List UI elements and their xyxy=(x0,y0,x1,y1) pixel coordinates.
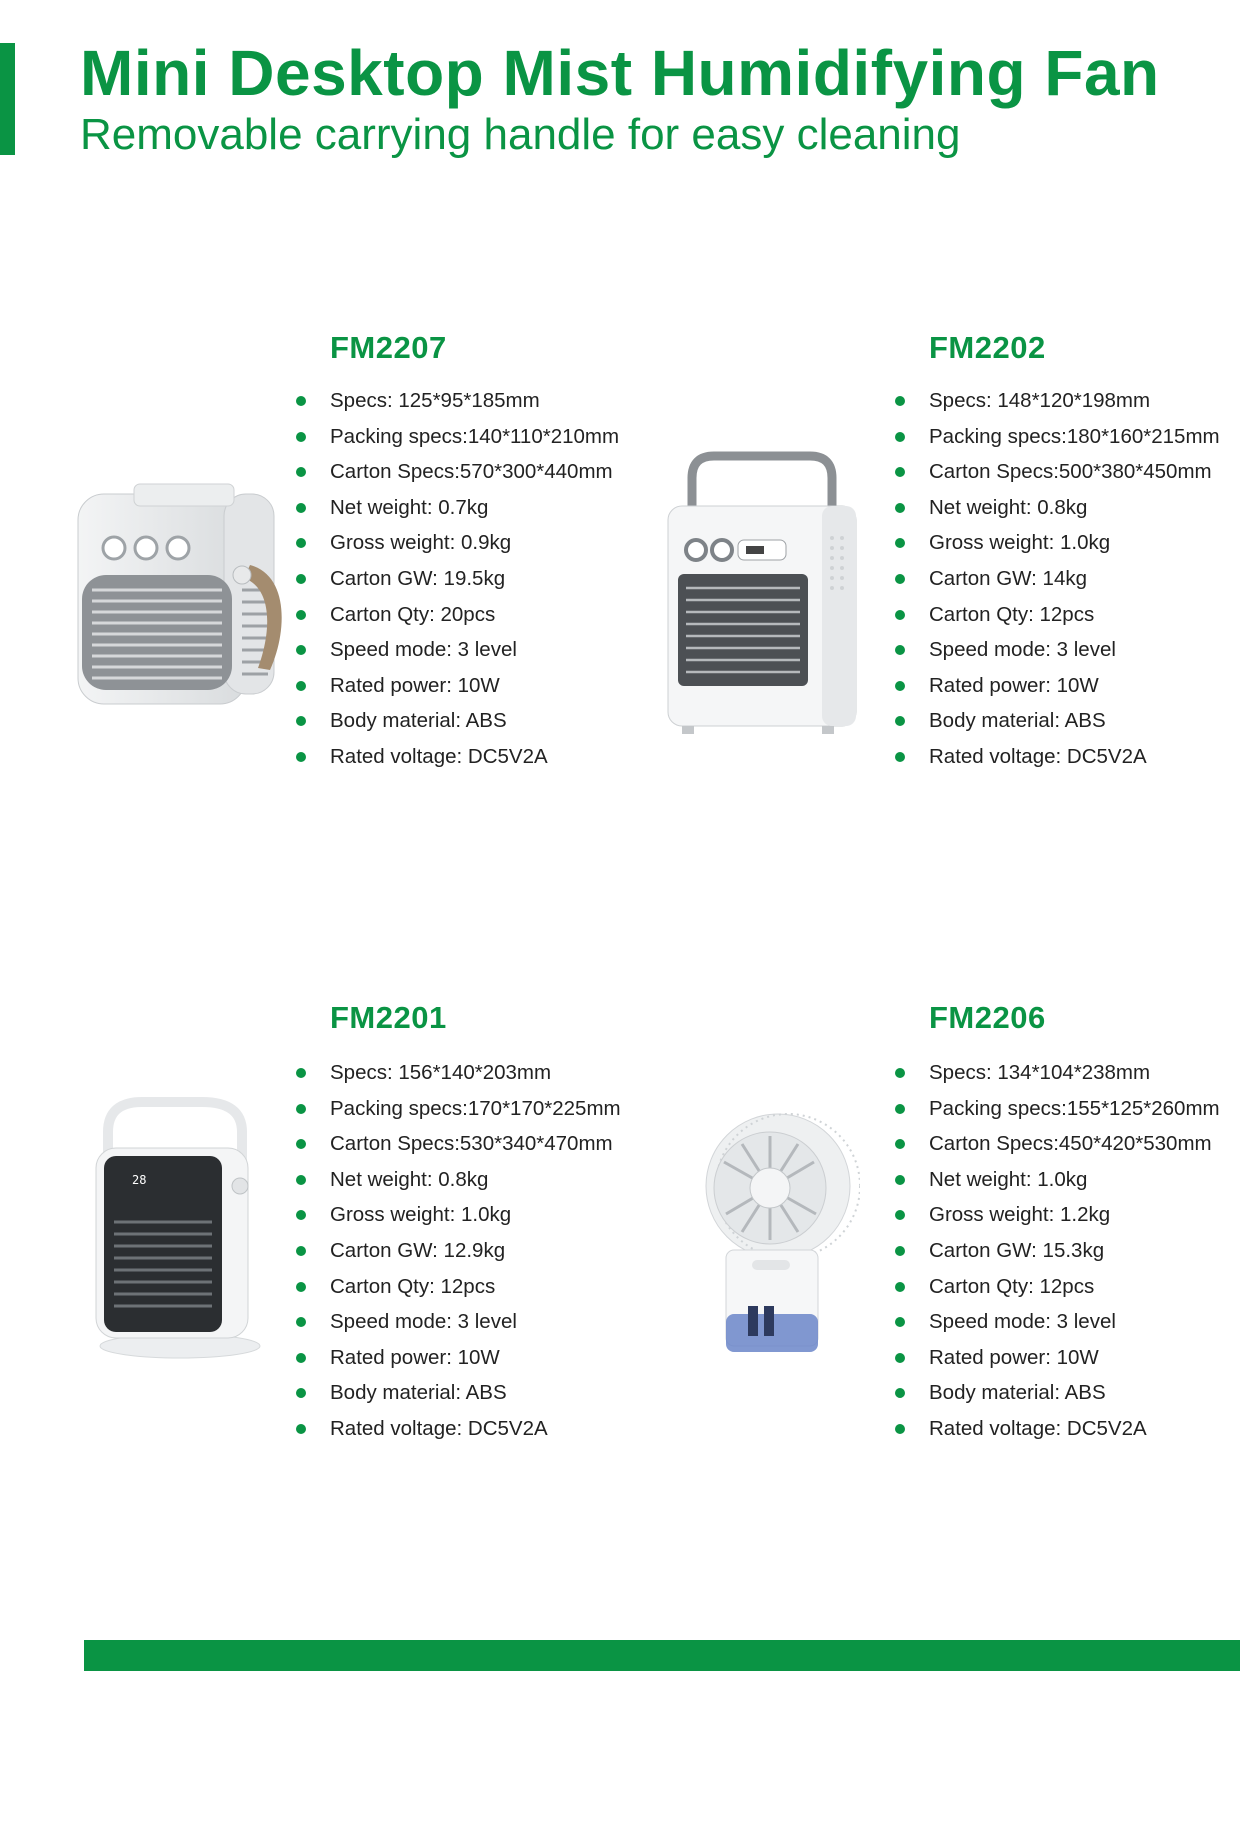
spec-item: Rated voltage: DC5V2A xyxy=(895,1411,1220,1447)
bullet-dot-icon xyxy=(296,1175,306,1185)
spec-list xyxy=(895,1055,1220,1447)
bullet-dot-icon xyxy=(895,574,905,584)
spec-list xyxy=(296,383,619,775)
bullet-dot-icon xyxy=(296,645,306,655)
spec-item: Specs: 148*120*198mm xyxy=(895,383,1220,419)
bullet-dot-icon xyxy=(296,1139,306,1149)
spec-item: Packing specs:155*125*260mm xyxy=(895,1091,1220,1127)
spec-item: Packing specs:180*160*215mm xyxy=(895,419,1220,455)
footer-accent-bar xyxy=(84,1640,1240,1671)
spec-item: Gross weight: 0.9kg xyxy=(296,525,619,561)
spec-item: Gross weight: 1.2kg xyxy=(895,1197,1220,1233)
spec-item: Body material: ABS xyxy=(296,703,619,739)
bullet-dot-icon xyxy=(296,503,306,513)
bullet-dot-icon xyxy=(296,716,306,726)
spec-item: Rated voltage: DC5V2A xyxy=(296,739,619,775)
spec-item: Net weight: 0.7kg xyxy=(296,490,619,526)
fan-fm2207-icon xyxy=(74,480,290,720)
spec-item: Carton GW: 15.3kg xyxy=(895,1233,1220,1269)
bullet-dot-icon xyxy=(895,1139,905,1149)
spec-item: Gross weight: 1.0kg xyxy=(296,1197,621,1233)
product-model: FM2201 xyxy=(330,1000,447,1035)
bullet-dot-icon xyxy=(895,1210,905,1220)
spec-item: Carton Specs:530*340*470mm xyxy=(296,1126,621,1162)
bullet-dot-icon xyxy=(296,1282,306,1292)
bullet-dot-icon xyxy=(895,681,905,691)
spec-item: Specs: 156*140*203mm xyxy=(296,1055,621,1091)
spec-item: Net weight: 1.0kg xyxy=(895,1162,1220,1198)
bullet-dot-icon xyxy=(296,1068,306,1078)
page-subtitle: Removable carrying handle for easy cleaning xyxy=(80,110,961,159)
spec-item: Speed mode: 3 level xyxy=(895,1304,1220,1340)
bullet-dot-icon xyxy=(296,1210,306,1220)
spec-item: Carton Qty: 12pcs xyxy=(895,597,1220,633)
spec-item: Carton Qty: 12pcs xyxy=(895,1269,1220,1305)
bullet-dot-icon xyxy=(895,1068,905,1078)
spec-item: Net weight: 0.8kg xyxy=(296,1162,621,1198)
bullet-dot-icon xyxy=(895,1317,905,1327)
spec-item: Packing specs:170*170*225mm xyxy=(296,1091,621,1127)
bullet-dot-icon xyxy=(895,716,905,726)
bullet-dot-icon xyxy=(296,610,306,620)
product-model: FM2202 xyxy=(929,330,1046,365)
spec-item: Rated power: 10W xyxy=(296,668,619,704)
bullet-dot-icon xyxy=(895,1388,905,1398)
page-title: Mini Desktop Mist Humidifying Fan xyxy=(80,37,1160,109)
spec-item: Rated power: 10W xyxy=(895,668,1220,704)
bullet-dot-icon xyxy=(296,432,306,442)
product-model: FM2207 xyxy=(330,330,447,365)
spec-item: Specs: 125*95*185mm xyxy=(296,383,619,419)
spec-item: Rated power: 10W xyxy=(296,1340,621,1376)
spec-item: Body material: ABS xyxy=(895,1375,1220,1411)
bullet-dot-icon xyxy=(895,467,905,477)
spec-item: Body material: ABS xyxy=(296,1375,621,1411)
bullet-dot-icon xyxy=(296,1104,306,1114)
spec-item: Rated voltage: DC5V2A xyxy=(296,1411,621,1447)
bullet-dot-icon xyxy=(895,1175,905,1185)
bullet-dot-icon xyxy=(895,1424,905,1434)
spec-item: Carton Qty: 20pcs xyxy=(296,597,619,633)
spec-list xyxy=(895,383,1220,775)
spec-item: Rated power: 10W xyxy=(895,1340,1220,1376)
fan-fm2202-icon xyxy=(662,448,862,738)
spec-item: Carton GW: 19.5kg xyxy=(296,561,619,597)
spec-item: Carton Specs:500*380*450mm xyxy=(895,454,1220,490)
bullet-dot-icon xyxy=(296,396,306,406)
spec-item: Speed mode: 3 level xyxy=(296,1304,621,1340)
bullet-dot-icon xyxy=(895,432,905,442)
spec-item: Speed mode: 3 level xyxy=(895,632,1220,668)
spec-item: Body material: ABS xyxy=(895,703,1220,739)
spec-item: Carton Specs:570*300*440mm xyxy=(296,454,619,490)
bullet-dot-icon xyxy=(296,1424,306,1434)
fan-fm2206-icon xyxy=(690,1110,860,1370)
bullet-dot-icon xyxy=(296,752,306,762)
bullet-dot-icon xyxy=(895,396,905,406)
bullet-dot-icon xyxy=(895,503,905,513)
spec-item: Carton GW: 14kg xyxy=(895,561,1220,597)
spec-item: Rated voltage: DC5V2A xyxy=(895,739,1220,775)
bullet-dot-icon xyxy=(895,752,905,762)
header-accent-bar xyxy=(0,43,15,155)
spec-list xyxy=(296,1055,621,1447)
spec-item: Net weight: 0.8kg xyxy=(895,490,1220,526)
spec-item: Speed mode: 3 level xyxy=(296,632,619,668)
bullet-dot-icon xyxy=(296,538,306,548)
fan-fm2201-icon xyxy=(92,1092,262,1362)
bullet-dot-icon xyxy=(296,681,306,691)
bullet-dot-icon xyxy=(296,1317,306,1327)
bullet-dot-icon xyxy=(895,645,905,655)
svg-text:28: 28 xyxy=(132,1173,147,1187)
spec-item: Packing specs:140*110*210mm xyxy=(296,419,619,455)
bullet-dot-icon xyxy=(895,538,905,548)
bullet-dot-icon xyxy=(296,1388,306,1398)
bullet-dot-icon xyxy=(895,1246,905,1256)
bullet-dot-icon xyxy=(296,1246,306,1256)
bullet-dot-icon xyxy=(895,610,905,620)
product-model: FM2206 xyxy=(929,1000,1046,1035)
bullet-dot-icon xyxy=(296,574,306,584)
spec-item: Gross weight: 1.0kg xyxy=(895,525,1220,561)
bullet-dot-icon xyxy=(296,467,306,477)
bullet-dot-icon xyxy=(895,1282,905,1292)
bullet-dot-icon xyxy=(895,1104,905,1114)
bullet-dot-icon xyxy=(895,1353,905,1363)
spec-item: Carton Qty: 12pcs xyxy=(296,1269,621,1305)
spec-item: Carton Specs:450*420*530mm xyxy=(895,1126,1220,1162)
spec-item: Carton GW: 12.9kg xyxy=(296,1233,621,1269)
bullet-dot-icon xyxy=(296,1353,306,1363)
spec-item: Specs: 134*104*238mm xyxy=(895,1055,1220,1091)
